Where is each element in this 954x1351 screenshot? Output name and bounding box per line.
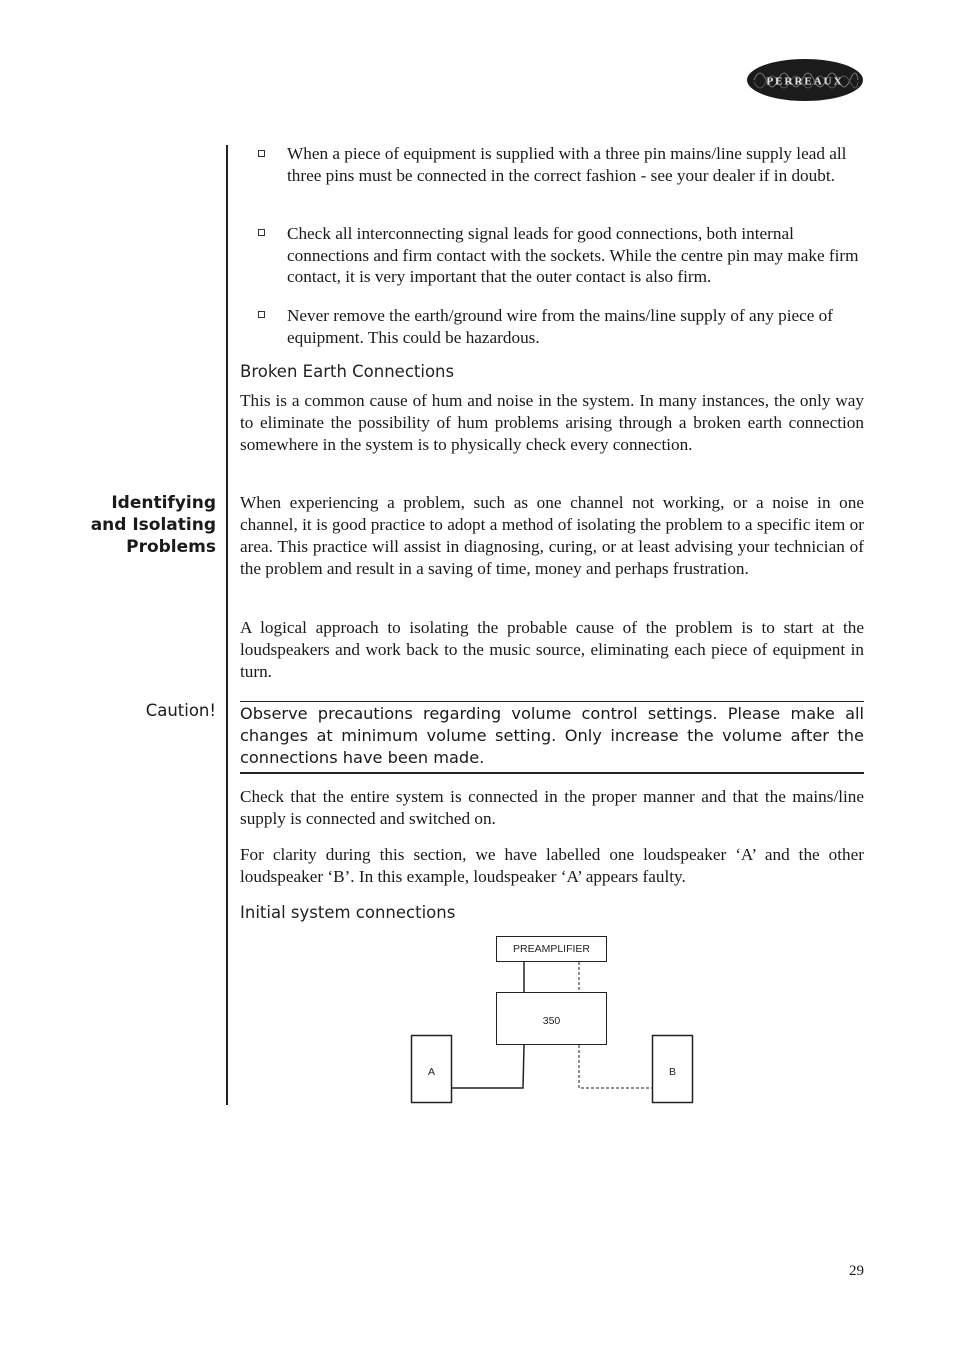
bullet-square-icon	[258, 229, 265, 236]
svg-text:PERREAUX: PERREAUX	[766, 75, 844, 88]
identifying-paragraph-1: When experiencing a problem, such as one channel not working, or a noise in one channel, it is good practice to adopt a method of isolating the problem to a specific item or area. This practice will assist in diagnosing, curing, or at least advising your technician of the problem and result in a saving of time, money and perhaps frustration.	[240, 493, 864, 578]
bullet-square-icon	[258, 150, 265, 157]
left-margin-rule	[226, 145, 228, 1105]
caution-label: Caution!	[145, 701, 216, 720]
system-connections-diagram	[400, 930, 700, 1110]
speaker-a-label: A	[427, 1066, 436, 1078]
bullet-item: Never remove the earth/ground wire from the mains/line supply of any piece of equipment. This could be hazardous.	[287, 306, 833, 347]
identifying-side-heading	[56, 492, 216, 558]
check-system-paragraph: Check that the entire system is connected in the proper manner and that the mains/line supply is connected and switched on.	[240, 787, 864, 828]
bullet-square-icon	[258, 311, 265, 318]
side-heading-line: Problems	[126, 537, 216, 557]
diagram-heading: Initial system connections	[240, 903, 456, 922]
amp-to-speaker-b-lead	[579, 1045, 652, 1088]
side-heading-line: Identifying	[111, 493, 216, 513]
caution-box	[240, 701, 864, 774]
bullet-item: Check all interconnecting signal leads for good connections, both internal connections and firm contact with the sockets. While the centre pin may make firm contact, it is very important that the outer contact is also firm.	[287, 224, 859, 286]
perreaux-logo	[746, 58, 864, 102]
identifying-paragraph-2: A logical approach to isolating the probable cause of the problem is to start at the loudspeakers and work back to the music source, eliminating each piece of equipment in turn.	[240, 618, 864, 681]
bullet-item: When a piece of equipment is supplied with a three pin mains/line supply lead all three pins must be connected in the correct fashion - see your dealer if in doubt.	[287, 144, 847, 185]
loudspeaker-labels-paragraph: For clarity during this section, we have labelled one loudspeaker ‘A’ and the other loudspeaker ‘B’. In this example, loudspeaker ‘A’ appears faulty.	[240, 845, 864, 886]
broken-earth-heading: Broken Earth Connections	[240, 362, 455, 381]
side-heading-line: and Isolating	[90, 515, 216, 535]
broken-earth-paragraph: This is a common cause of hum and noise in the system. In many instances, the only way to eliminate the possibility of hum problems arising through a broken earth connection somewhere in the system is to physically check every connection.	[240, 391, 864, 454]
page-number: 29	[849, 1263, 864, 1279]
amp-to-speaker-a-lead	[452, 1045, 524, 1088]
preamplifier-label: PREAMPLIFIER	[512, 943, 591, 955]
speaker-b-label: B	[668, 1066, 677, 1078]
amplifier-label: 350	[542, 1015, 561, 1027]
caution-text: Observe precautions regarding volume control settings. Please make all changes at minimum volume setting. Only increase the volume after the connections have been made.	[240, 704, 864, 767]
